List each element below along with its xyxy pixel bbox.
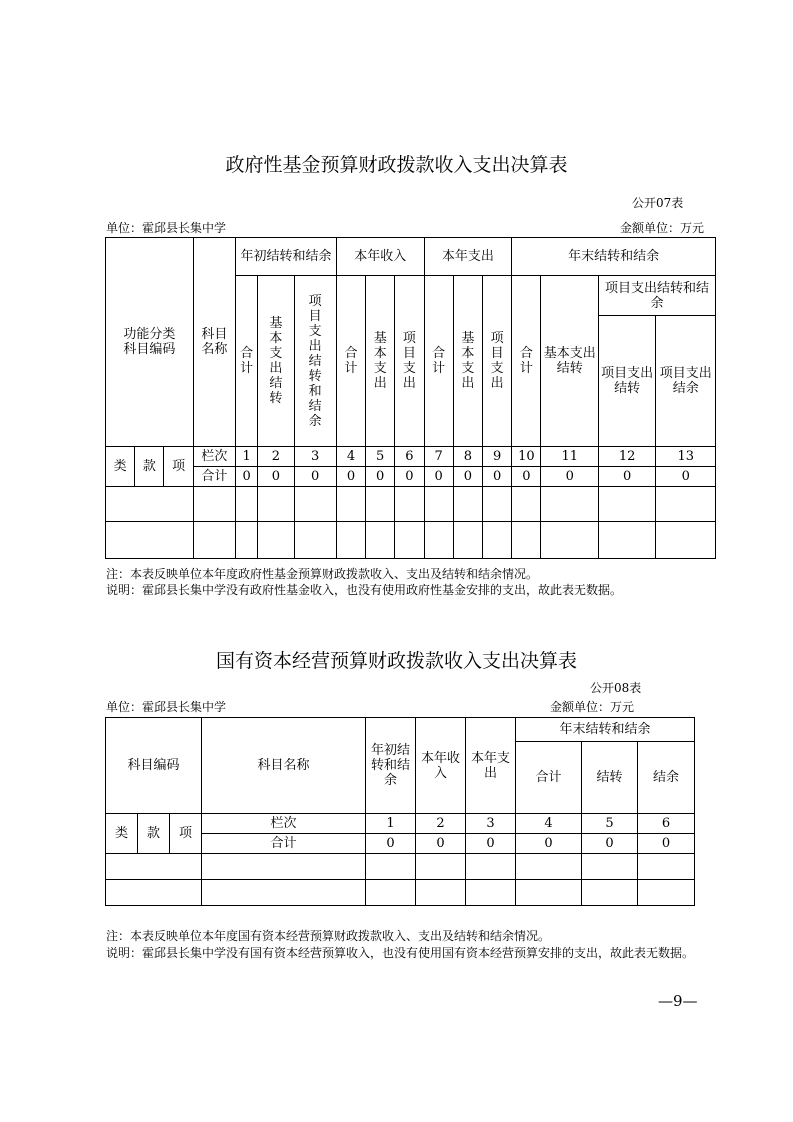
total-value: 0 <box>541 467 598 487</box>
col-number: 7 <box>424 447 453 467</box>
income-total-header: 合 计 <box>336 276 365 447</box>
empty-cell <box>294 487 336 522</box>
col-number: 5 <box>582 814 638 834</box>
empty-cell <box>106 854 202 880</box>
empty-cell <box>582 854 638 880</box>
empty-row <box>106 487 716 522</box>
table1-amount-unit: 金额单位：万元 <box>620 221 705 235</box>
expense-basic-header: 基 本 支 出 <box>453 276 482 447</box>
table2 <box>105 717 695 906</box>
col-number: 3 <box>466 814 516 834</box>
col-number: 12 <box>598 447 655 467</box>
xiang-header: 项 <box>164 447 193 487</box>
table2-title: 国有资本经营预算财政拨款收入支出决算表 <box>215 650 577 672</box>
total-value: 0 <box>366 467 395 487</box>
income-project-header: 项 目 支 出 <box>395 276 424 447</box>
expense-header: 本年支出 <box>466 718 516 814</box>
total-value: 0 <box>512 467 541 487</box>
end-project-surplus-header: 项目支出结余 <box>656 316 716 447</box>
col-number: 4 <box>516 814 582 834</box>
empty-cell <box>366 854 416 880</box>
empty-cell <box>466 880 516 906</box>
total-label: 合计 <box>202 834 366 854</box>
table2-unit: 单位：霍邱县长集中学 <box>106 700 227 714</box>
empty-cell <box>512 487 541 522</box>
empty-cell <box>236 522 258 559</box>
table1-code: 公开07表 <box>632 196 684 210</box>
col-number: 1 <box>236 447 258 467</box>
begin-basic-carry-header: 基 本 支 出 结 转 <box>258 276 294 447</box>
empty-cell <box>656 487 716 522</box>
begin-total-header: 合 计 <box>236 276 258 447</box>
empty-cell <box>424 487 453 522</box>
col-number: 2 <box>258 447 294 467</box>
table1-unit: 单位：霍邱县长集中学 <box>106 221 227 235</box>
empty-cell <box>258 487 294 522</box>
total-value: 0 <box>516 834 582 854</box>
kuan-header: 款 <box>138 814 170 854</box>
empty-cell <box>516 880 582 906</box>
end-total-header: 合计 <box>516 742 582 814</box>
total-value: 0 <box>656 467 716 487</box>
empty-cell <box>598 487 655 522</box>
table1-explain: 说明：霍邱县长集中学没有政府性基金收入，也没有使用政府性基金安排的支出，故此表无数据。 <box>106 583 623 597</box>
col-number: 8 <box>453 447 482 467</box>
code-header: 科目编码 <box>106 718 202 814</box>
total-value: 0 <box>582 834 638 854</box>
total-value: 0 <box>336 467 365 487</box>
expense-project-header: 项 目 支 出 <box>483 276 512 447</box>
empty-row <box>106 854 695 880</box>
empty-cell <box>638 854 695 880</box>
col-number: 6 <box>638 814 695 834</box>
col-number: 13 <box>656 447 716 467</box>
lei-header: 类 <box>106 814 138 854</box>
end-surplus-header: 结余 <box>638 742 695 814</box>
end-total-header: 合 计 <box>512 276 541 447</box>
end-project-carry-header: 项目支出结转 <box>598 316 655 447</box>
lanci-label: 栏次 <box>202 814 366 834</box>
empty-cell <box>336 487 365 522</box>
total-value: 0 <box>638 834 695 854</box>
name-header: 科目名称 <box>202 718 366 814</box>
total-value: 0 <box>483 467 512 487</box>
total-value: 0 <box>466 834 516 854</box>
empty-cell <box>106 880 202 906</box>
table2-explain: 说明：霍邱县长集中学没有国有资本经营预算收入，也没有使用国有资本经营预算安排的支出，故此表无数据。 <box>106 946 695 960</box>
empty-cell <box>453 487 482 522</box>
lei-header: 类 <box>106 447 135 487</box>
col-number: 1 <box>366 814 416 834</box>
table2-amount-unit: 金额单位：万元 <box>550 700 635 714</box>
empty-cell <box>416 880 466 906</box>
end-basic-carry-header: 基本支出结转 <box>541 276 598 447</box>
total-value: 0 <box>453 467 482 487</box>
end-balance-header: 年末结转和结余 <box>516 718 695 742</box>
table1 <box>105 237 716 559</box>
income-header: 本年收入 <box>336 238 424 276</box>
empty-cell <box>294 522 336 559</box>
income-header: 本年收入 <box>416 718 466 814</box>
empty-cell <box>336 522 365 559</box>
begin-project-header: 项 目 支 出 结 转 和 结 余 <box>294 276 336 447</box>
empty-cell <box>416 854 466 880</box>
table1-note: 注：本表反映单位本年度政府性基金预算财政拨款收入、支出及结转和结余情况。 <box>106 567 539 581</box>
empty-cell <box>106 487 194 522</box>
empty-cell <box>258 522 294 559</box>
lanci-label: 栏次 <box>193 447 235 467</box>
end-carry-header: 结转 <box>582 742 638 814</box>
empty-cell <box>366 487 395 522</box>
empty-cell <box>483 487 512 522</box>
col-number: 4 <box>336 447 365 467</box>
total-value: 0 <box>236 467 258 487</box>
begin-balance-header: 年初结转和结余 <box>366 718 416 814</box>
col-number: 11 <box>541 447 598 467</box>
empty-cell <box>193 487 235 522</box>
col-number: 3 <box>294 447 336 467</box>
end-project-header: 项目支出结转和结余 <box>598 276 715 316</box>
xiang-header: 项 <box>170 814 202 854</box>
col-number: 2 <box>416 814 466 834</box>
begin-balance-header: 年初结转和结余 <box>236 238 337 276</box>
table1-title: 政府性基金预算财政拨款收入支出决算表 <box>225 154 568 176</box>
empty-cell <box>366 880 416 906</box>
empty-cell <box>483 522 512 559</box>
empty-cell <box>466 854 516 880</box>
empty-cell <box>193 522 235 559</box>
empty-row <box>106 522 716 559</box>
expense-header: 本年支出 <box>424 238 512 276</box>
empty-cell <box>541 487 598 522</box>
total-value: 0 <box>424 467 453 487</box>
table2-code: 公开08表 <box>590 681 642 695</box>
total-value: 0 <box>258 467 294 487</box>
empty-cell <box>541 522 598 559</box>
empty-cell <box>395 487 424 522</box>
empty-cell <box>424 522 453 559</box>
empty-cell <box>202 880 366 906</box>
func-code-header: 功能分类 科目编码 <box>106 238 194 447</box>
empty-cell <box>236 487 258 522</box>
col-number: 5 <box>366 447 395 467</box>
total-value: 0 <box>598 467 655 487</box>
expense-total-header: 合 计 <box>424 276 453 447</box>
subject-name-header: 科目 名称 <box>193 238 235 447</box>
table2-note: 注：本表反映单位本年度国有资本经营预算财政拨款收入、支出及结转和结余情况。 <box>106 929 551 943</box>
empty-cell <box>453 522 482 559</box>
income-basic-header: 基 本 支 出 <box>366 276 395 447</box>
empty-cell <box>202 854 366 880</box>
empty-cell <box>638 880 695 906</box>
col-number: 10 <box>512 447 541 467</box>
empty-cell <box>598 522 655 559</box>
empty-cell <box>656 522 716 559</box>
empty-cell <box>516 854 582 880</box>
empty-cell <box>582 880 638 906</box>
empty-cell <box>395 522 424 559</box>
empty-cell <box>512 522 541 559</box>
total-value: 0 <box>395 467 424 487</box>
end-balance-header: 年末结转和结余 <box>512 238 716 276</box>
total-value: 0 <box>416 834 466 854</box>
total-value: 0 <box>294 467 336 487</box>
kuan-header: 款 <box>135 447 164 487</box>
col-number: 6 <box>395 447 424 467</box>
empty-cell <box>106 522 194 559</box>
page-number: —9— <box>658 992 698 1010</box>
empty-row <box>106 880 695 906</box>
total-label: 合计 <box>193 467 235 487</box>
col-number: 9 <box>483 447 512 467</box>
empty-cell <box>366 522 395 559</box>
total-value: 0 <box>366 834 416 854</box>
